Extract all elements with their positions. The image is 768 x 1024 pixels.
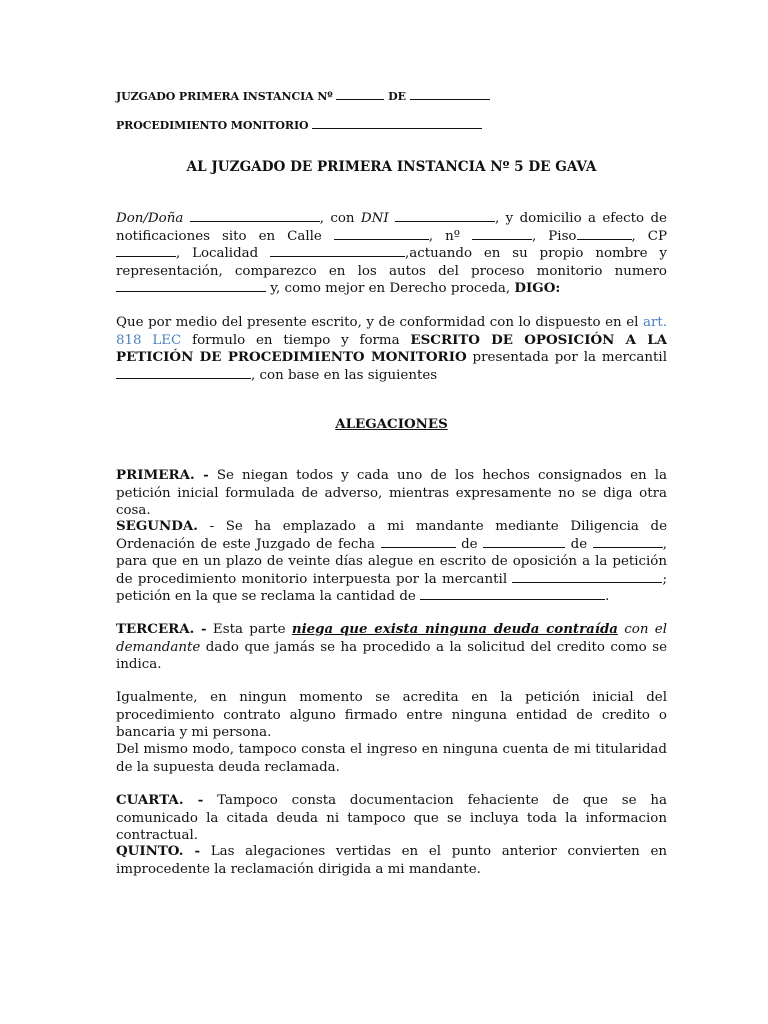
text: dado que jamás se ha procedido a la solicitud del credito como se indica. xyxy=(116,639,667,673)
cuarta-paragraph xyxy=(116,792,667,845)
don-dona-label: Don/Doña xyxy=(116,211,184,226)
mercantil-blank[interactable] xyxy=(512,571,662,583)
document-title: AL JUZGADO DE PRIMERA INSTANCIA Nº 5 DE GAVA xyxy=(186,159,597,175)
floor-blank[interactable] xyxy=(577,228,632,240)
text: , para que en un plazo de veinte días alegue en escrito de oposición a la petición de procedimiento monitorio interpuesta por la mercantil xyxy=(116,536,667,587)
text: de xyxy=(461,536,478,552)
company-blank[interactable] xyxy=(116,367,251,379)
court-location-blank[interactable] xyxy=(410,88,490,100)
dni-label: DNI xyxy=(360,211,389,226)
text: QUINTO. - xyxy=(116,843,201,859)
text: SEGUNDA. xyxy=(116,518,198,534)
text: con el demandante xyxy=(116,622,667,655)
alegaciones-heading: ALEGACIONES xyxy=(335,416,448,432)
postal-code-blank[interactable] xyxy=(116,245,176,257)
city-blank[interactable] xyxy=(270,245,405,257)
text: ,actuando en su propio nombre y xyxy=(405,246,667,262)
opposition-paragraph: Que por medio del presente escrito, y de conformidad con lo dispuesto en el art. 818 LEC formulo en tiempo y forma ESCRITO DE OPOSICIÓN A LA PETICIÓN DE PROCEDIMIENTO MONITORIO presentada por la mercantil , con base en las siguientes xyxy=(116,315,668,383)
text: representación, comparezco en los autos del proceso monitorio numero xyxy=(116,263,667,279)
text: Que por medio del presente escrito, y de conformidad con lo dispuesto en el xyxy=(116,315,639,330)
quinto-paragraph xyxy=(116,843,667,878)
text: - Se ha emplazado a mi mandante mediante Diligencia de Ordenación de este Juzgado de fecha xyxy=(116,519,667,552)
court-header-line xyxy=(116,88,490,103)
date-day-blank[interactable] xyxy=(381,536,456,548)
procedure-number-blank[interactable] xyxy=(312,117,482,129)
tercera-paragraph xyxy=(116,621,667,674)
case-number-blank[interactable] xyxy=(116,280,266,292)
text: de xyxy=(570,536,588,552)
del-mismo-modo-paragraph: Del mismo modo, tampoco consta el ingreso en ninguna cuenta de mi titularidad de la supuesta deuda reclamada. xyxy=(116,742,667,775)
text: notificaciones sito en Calle xyxy=(116,228,322,244)
street-blank[interactable] xyxy=(334,228,429,240)
text: con base en las siguientes xyxy=(259,367,438,383)
date-month-blank[interactable] xyxy=(483,536,565,548)
text: TERCERA. - xyxy=(116,621,207,637)
text: ESCRITO DE OPOSICIÓN A LA PETICIÓN DE PROCEDIMIENTO MONITORIO xyxy=(116,331,668,366)
procedure-header-line xyxy=(116,117,482,132)
court-label: JUZGADO PRIMERA INSTANCIA Nº xyxy=(116,90,333,103)
text: niega que exista ninguna deuda contraída xyxy=(291,621,618,637)
amount-blank[interactable] xyxy=(420,588,605,600)
text: , Localidad xyxy=(176,246,259,262)
text: , CP xyxy=(631,228,667,244)
text: Tampoco consta documentacion fehaciente de que se ha comunicado la citada deuda ni tampoco que se incluya toda la informacion contractual. xyxy=(116,793,667,844)
text: . xyxy=(605,589,610,605)
art-818-lec-link[interactable]: art. 818 LEC xyxy=(116,315,667,348)
date-year-blank[interactable] xyxy=(593,536,663,548)
text: , y domicilio a efecto de xyxy=(495,211,667,226)
text: y, como mejor en Derecho proceda, xyxy=(266,281,511,297)
text: CUARTA. - xyxy=(116,792,204,808)
segunda-paragraph xyxy=(116,518,667,606)
text: Esta parte xyxy=(206,622,292,637)
primera-paragraph xyxy=(116,467,667,520)
igualmente-paragraph: Igualmente, en ningun momento se acredita en la petición inicial del procedimiento contrato alguno firmado entre ninguna entidad de credito o bancaria y mi persona. xyxy=(116,690,667,741)
number-blank[interactable] xyxy=(472,228,532,240)
text: , con xyxy=(319,211,355,226)
text: ; petición en la que se reclama la cantidad de xyxy=(116,571,667,605)
intro-paragraph xyxy=(116,210,667,298)
name-blank[interactable] xyxy=(190,210,320,222)
digo-label: DIGO: xyxy=(514,280,561,297)
text: formulo en tiempo y forma xyxy=(181,332,411,348)
text: Las alegaciones vertidas en el punto anterior convierten en improcedente la reclamación dirigida a mi mandante. xyxy=(116,844,668,877)
text: presentada por la mercantil xyxy=(466,350,667,366)
text: , Piso xyxy=(532,228,577,244)
dni-blank[interactable] xyxy=(395,210,495,222)
text: Se niegan todos y cada uno de los hechos consignados en la petición inicial formulada de adverso, mientras expresamente no se diga otra cosa. xyxy=(116,468,667,519)
court-number-blank[interactable] xyxy=(336,88,384,100)
procedure-label: PROCEDIMIENTO MONITORIO xyxy=(116,119,309,132)
court-de-label: DE xyxy=(388,90,406,103)
text: , nº xyxy=(428,228,461,244)
text: PRIMERA. - xyxy=(116,467,209,483)
